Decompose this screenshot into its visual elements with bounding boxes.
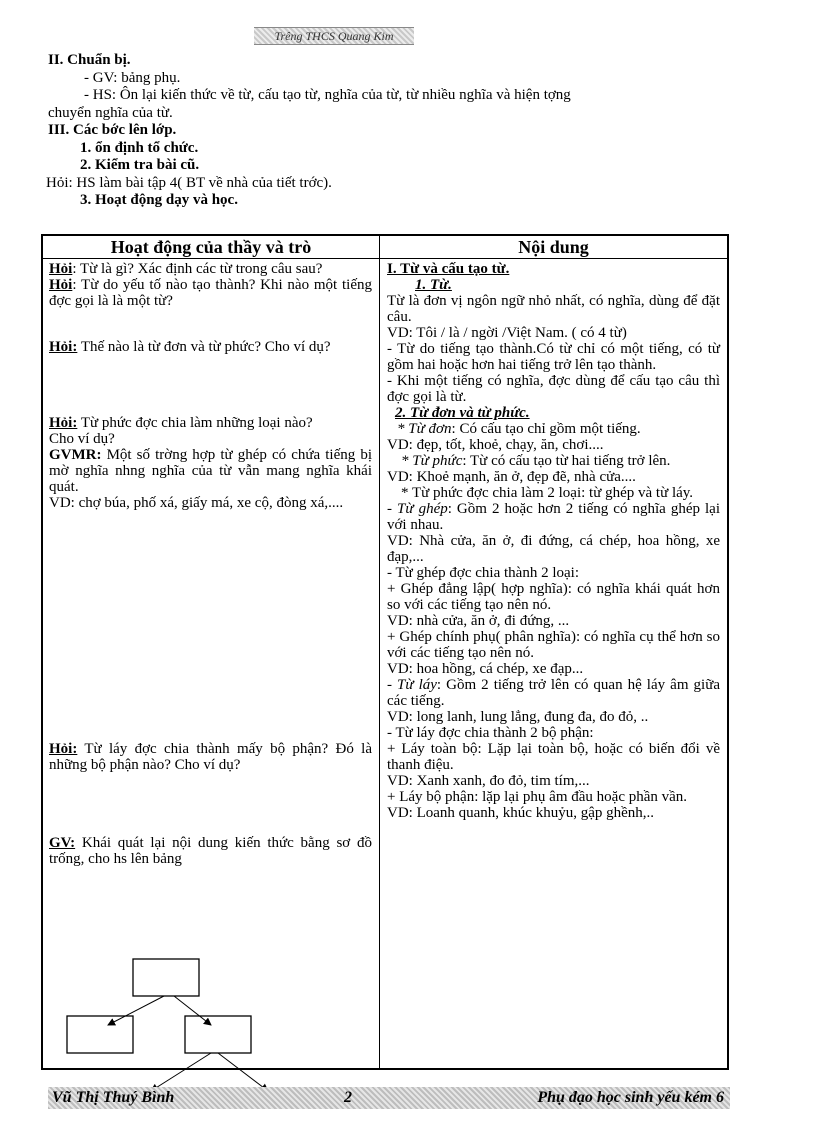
content-line: VD: Loanh quanh, khúc khuỷu, gập ghềnh,.. [387, 805, 655, 821]
term-label: - Từ ghép [387, 501, 448, 517]
section-title: II. Chuẩn bị. [48, 52, 131, 68]
question-text: Thế nào là từ đơn và từ phức? Cho ví dụ? [77, 339, 331, 355]
term-label: * Từ phức [401, 453, 463, 469]
term-label: * Từ đơn [397, 421, 452, 437]
content-line: Từ là đơn vị ngôn ngữ nhỏ nhất, có nghĩa, dùng để đặt câu. [387, 293, 720, 325]
diagram-arrow [174, 996, 211, 1025]
question-text: Từ láy đợc chia thành mấy bộ phận? Đó là những bộ phận nào? Cho ví dụ? [49, 741, 372, 773]
step-title: 3. Hoạt động dạy và học. [80, 192, 238, 208]
preparation-hs-cont: chuyển nghĩa của từ. [48, 104, 173, 121]
column-header: Hoạt động của thầy và trò [43, 236, 379, 259]
step-title: 2. Kiểm tra bài cũ. [80, 157, 200, 173]
content-line: + Ghép đẳng lập( hợp nghĩa): có nghĩa khái quát hơn so với các tiếng tạo nên nó. [387, 581, 720, 613]
content-line: : Gồm 2 hoặc hơn 2 tiếng có nghĩa ghép lại với nhau. [387, 501, 720, 533]
content-line: VD: nhà cửa, ăn ở, đi đứng, ... [387, 613, 570, 629]
example-text: VD: chợ búa, phố xá, giấy má, xe cộ, đòng xá,.... [49, 495, 344, 511]
content-line: * Từ phức đợc chia làm 2 loại: từ ghép và từ láy. [401, 485, 694, 501]
teacher-text: Khái quát lại nội dung kiến thức bằng sơ đồ trống, cho hs lên bảng [49, 835, 372, 867]
content-line: + Láy toàn bộ: Lặp lại toàn bộ, hoặc có biến đổi về thanh điệu. [387, 741, 720, 773]
content-line: VD: Xanh xanh, đo đỏ, tim tím,... [387, 773, 590, 789]
content-line: VD: long lanh, lung lẳng, đung đa, đo đỏ, .. [387, 709, 649, 725]
content-line: VD: Tôi / là / ngời /Việt Nam. ( có 4 từ) [387, 325, 627, 341]
diagram-arrow [218, 1053, 268, 1091]
diagram-arrow [108, 996, 164, 1025]
term-label: - Từ láy [387, 677, 437, 693]
content-subheading: 1. Từ. [415, 277, 452, 293]
page-number: 2 [344, 1089, 352, 1106]
column-header: Nội dung [380, 236, 727, 259]
content-column [380, 236, 727, 1068]
question-text: Cho ví dụ? [49, 431, 115, 447]
diagram-arrow [151, 1053, 211, 1091]
content-line: - Khi một tiếng có nghĩa, đợc dùng để cấu tạo câu thì đợc gọi là từ. [387, 373, 720, 405]
footer-author: Vũ Thị Thuý Bình [52, 1089, 175, 1106]
question-label: Hỏi [49, 261, 73, 277]
teacher-label: GV: [49, 835, 76, 851]
content-line: + Láy bộ phận: lặp lại phụ âm đầu hoặc phần vần. [387, 789, 688, 805]
question-text: : Từ là gì? Xác định các từ trong câu sau? [72, 261, 323, 277]
teacher-activity-column [43, 236, 380, 1068]
review-question: Hỏi: HS làm bài tập 4( BT về nhà của tiết trớc). [46, 174, 332, 191]
empty-tree-diagram [56, 955, 286, 1095]
note-text: Một số trờng hợp từ ghép có chứa tiếng bị mờ nghĩa nhng nghĩa của từ vẫn mang nghĩa khái quát. [49, 447, 372, 495]
content-line: - Từ do tiếng tạo thành.Có từ chỉ có một tiếng, có từ gồm hai hoặc hơn hai tiếng trở lên tạo thành. [387, 341, 720, 373]
content-line: : Gồm 2 tiếng trở lên có quan hệ láy âm giữa các tiếng. [387, 677, 720, 709]
content-line: VD: đẹp, tốt, khoẻ, chạy, ăn, chơi.... [387, 437, 604, 453]
diagram-box-right [185, 1016, 251, 1053]
preparation-hs: - HS: Ôn lại kiến thức về từ, cấu tạo từ, nghĩa của từ, từ nhiều nghĩa và hiện tợng [84, 87, 571, 103]
content-line: VD: Khoẻ mạnh, ăn ở, đẹp đẽ, nhà cửa.... [387, 469, 636, 485]
section-title: III. Các bớc lên lớp. [48, 122, 177, 138]
content-line: : Có cấu tạo chỉ gồm một tiếng. [451, 421, 641, 437]
question-label: Hỏi [49, 277, 73, 293]
content-line: - Từ ghép đợc chia thành 2 loại: [387, 565, 579, 581]
content-line: : Từ có cấu tạo từ hai tiếng trở lên. [462, 453, 671, 469]
lesson-table [41, 234, 729, 1070]
page-footer [48, 1087, 730, 1109]
diagram-box-left [67, 1016, 133, 1053]
diagram-box-top [133, 959, 199, 996]
content-heading: I. Từ và cấu tạo từ. [387, 261, 510, 277]
question-label: Hỏi: [49, 415, 78, 431]
content-line: - Từ láy đợc chia thành 2 bộ phận: [387, 725, 594, 741]
lesson-preamble [48, 52, 778, 210]
step-title: 1. ổn định tổ chức. [80, 139, 199, 156]
content-line: + Ghép chính phụ( phân nghĩa): có nghĩa cụ thể hơn so với các tiếng tạo nên nó. [387, 629, 720, 661]
footer-subject: Phụ đạo học sinh yếu kém 6 [537, 1089, 724, 1106]
question-label: Hỏi: [49, 339, 78, 355]
question-label: Hỏi: [49, 741, 78, 757]
content-subheading: 2. Từ đơn và từ phức. [395, 405, 530, 421]
question-text: : Từ do yếu tố nào tạo thành? Khi nào một tiếng đợc gọi là là một từ? [49, 277, 372, 309]
question-text: Từ phức đợc chia làm những loại nào? [77, 415, 313, 431]
page-header-banner: Trêng THCS Quang Kim [254, 27, 414, 45]
preparation-gv: - GV: bảng phụ. [84, 69, 181, 86]
content-line: VD: hoa hồng, cá chép, xe đạp... [387, 661, 584, 677]
content-line: VD: Nhà cửa, ăn ở, đi đứng, cá chép, hoa hồng, xe đạp,... [387, 533, 720, 565]
note-label: GVMR: [49, 447, 102, 463]
